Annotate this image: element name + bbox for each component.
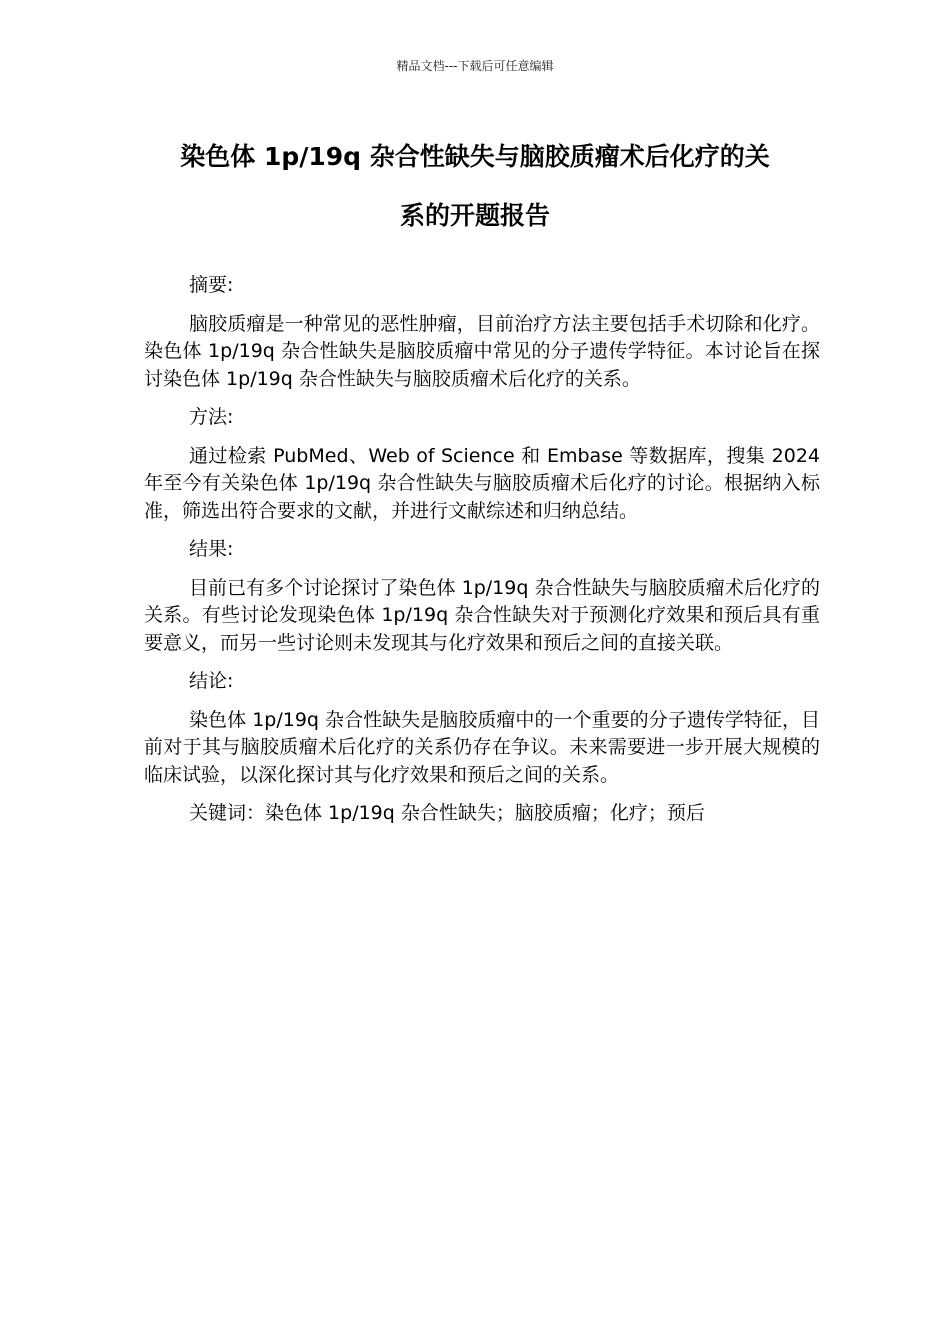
abstract-heading: 摘要: xyxy=(189,274,234,296)
document-body xyxy=(144,272,820,839)
keywords-line: 关键词：染色体 1p/19q 杂合性缺失；脑胶质瘤；化疗；预后 xyxy=(189,802,705,824)
page-header: 精品文档---下载后可任意编辑 xyxy=(396,59,554,73)
methods-heading: 方法: xyxy=(189,406,234,428)
document-title xyxy=(120,138,830,234)
conclusion-heading: 结论: xyxy=(189,670,234,692)
document-title-line-1: 染色体 1p/19q 杂合性缺失与脑胶质瘤术后化疗的关 xyxy=(180,142,770,171)
results-paragraph: 目前已有多个讨论探讨了染色体 1p/19q 杂合性缺失与脑胶质瘤术后化疗的关系。有些讨论发现染色体 1p/19q 杂合性缺失对于预测化疗效果和预后具有重要意义，而另一些讨论则未发现其与化疗效果和预后之间的直接关联。 xyxy=(144,576,820,654)
results-heading: 结果: xyxy=(189,538,234,560)
document-title-line-2: 系的开题报告 xyxy=(399,201,550,230)
abstract-paragraph: 脑胶质瘤是一种常见的恶性肿瘤，目前治疗方法主要包括手术切除和化疗。染色体 1p/19q 杂合性缺失是脑胶质瘤中常见的分子遗传学特征。本讨论旨在探讨染色体 1p/19q 杂合性缺失与脑胶质瘤术后化疗的关系。 xyxy=(144,312,820,390)
methods-paragraph: 通过检索 PubMed、Web of Science 和 Embase 等数据库，搜集 2024 年至今有关染色体 1p/19q 杂合性缺失与脑胶质瘤术后化疗的讨论。根据纳入标准，筛选出符合要求的文献，并进行文献综述和归纳总结。 xyxy=(144,444,820,522)
conclusion-paragraph: 染色体 1p/19q 杂合性缺失是脑胶质瘤中的一个重要的分子遗传学特征，目前对于其与脑胶质瘤术后化疗的关系仍存在争议。未来需要进一步开展大规模的临床试验，以深化探讨其与化疗效果和预后之间的关系。 xyxy=(144,708,820,786)
